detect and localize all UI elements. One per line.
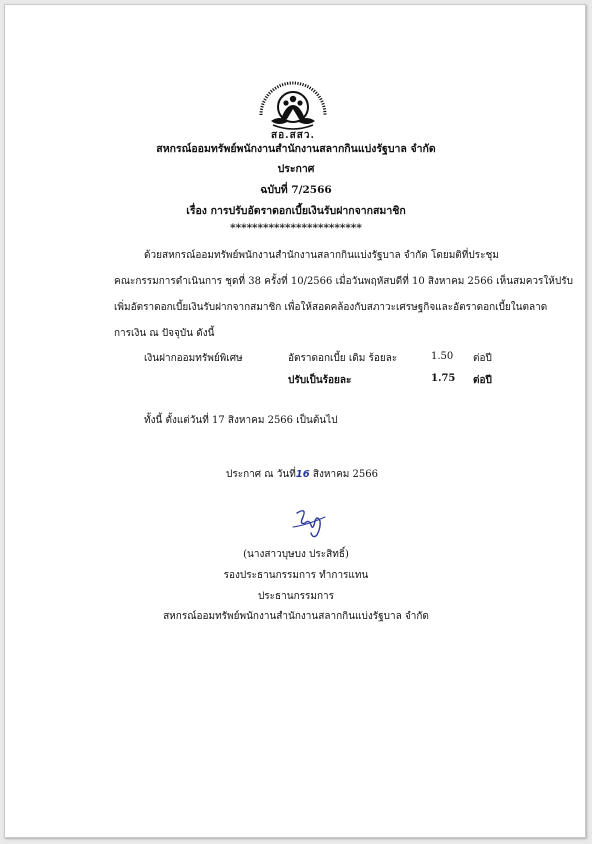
organization-name: สหกรณ์ออมทรัพย์พนักงานสำนักงานสลากกินแบ่งรัฐบาล จำกัด <box>156 143 436 155</box>
old-rate-value: 1.50 <box>431 351 454 362</box>
body-line-3: เพิ่มอัตราดอกเบี้ยเงินรับฝากจากสมาชิก เพื่อให้สอดคล้องกับสภาวะเศรษฐกิจและอัตราดอกเบี้ยในตลาด <box>114 302 548 313</box>
body-line-1: ด้วยสหกรณ์ออมทรัพย์พนักงานสำนักงานสลากกินแบ่งรัฐบาล จำกัด โดยมติที่ประชุม <box>144 250 499 261</box>
document-page <box>4 4 586 838</box>
announce-date-suffix: สิงหาคม 2566 <box>312 469 379 480</box>
logo-caption: สอ.สสว. <box>271 130 315 141</box>
separator-stars: ************************ <box>230 222 362 234</box>
new-rate-unit: ต่อปี <box>473 375 492 386</box>
announcement-date <box>226 467 378 482</box>
signatory-name: (นางสาวบุษบง ประสิทธิ์) <box>243 549 349 560</box>
announcement-number: ฉบับที่ 7/2566 <box>260 184 332 196</box>
announcement-subject: เรื่อง การปรับอัตราดอกเบี้ยเงินรับฝากจากสมาชิก <box>186 205 406 217</box>
new-rate-value: 1.75 <box>431 373 456 384</box>
signature-image <box>287 505 329 541</box>
handwritten-day: 16 <box>295 469 310 480</box>
old-rate-label: อัตราดอกเบี้ย เดิม ร้อยละ <box>288 353 398 364</box>
old-rate-unit: ต่อปี <box>473 353 492 364</box>
signatory-position: รองประธานกรรมการ ทำการแทน <box>223 570 369 581</box>
announce-date-prefix: ประกาศ ณ วันที่ <box>226 469 296 480</box>
body-line-2: คณะกรรมการดำเนินการ ชุดที่ 38 ครั้งที่ 10/2566 เมื่อวันพฤหัสบดีที่ 10 สิงหาคม 2566 เห็นสมควรให้ปรับ <box>114 276 573 287</box>
announcement-title: ประกาศ <box>277 163 315 175</box>
effective-date: ทั้งนี้ ตั้งแต่วันที่ 17 สิงหาคม 2566 เป็นต้นไป <box>144 415 338 426</box>
new-rate-label: ปรับเป็นร้อยละ <box>288 375 352 386</box>
signatory-title: ประธานกรรมการ <box>257 591 335 602</box>
body-line-4: การเงิน ณ ปัจจุบัน ดังนี้ <box>114 328 215 339</box>
account-name: เงินฝากออมทรัพย์พิเศษ <box>144 353 243 364</box>
signatory-organization: สหกรณ์ออมทรัพย์พนักงานสำนักงานสลากกินแบ่งรัฐบาล จำกัด <box>163 611 429 622</box>
